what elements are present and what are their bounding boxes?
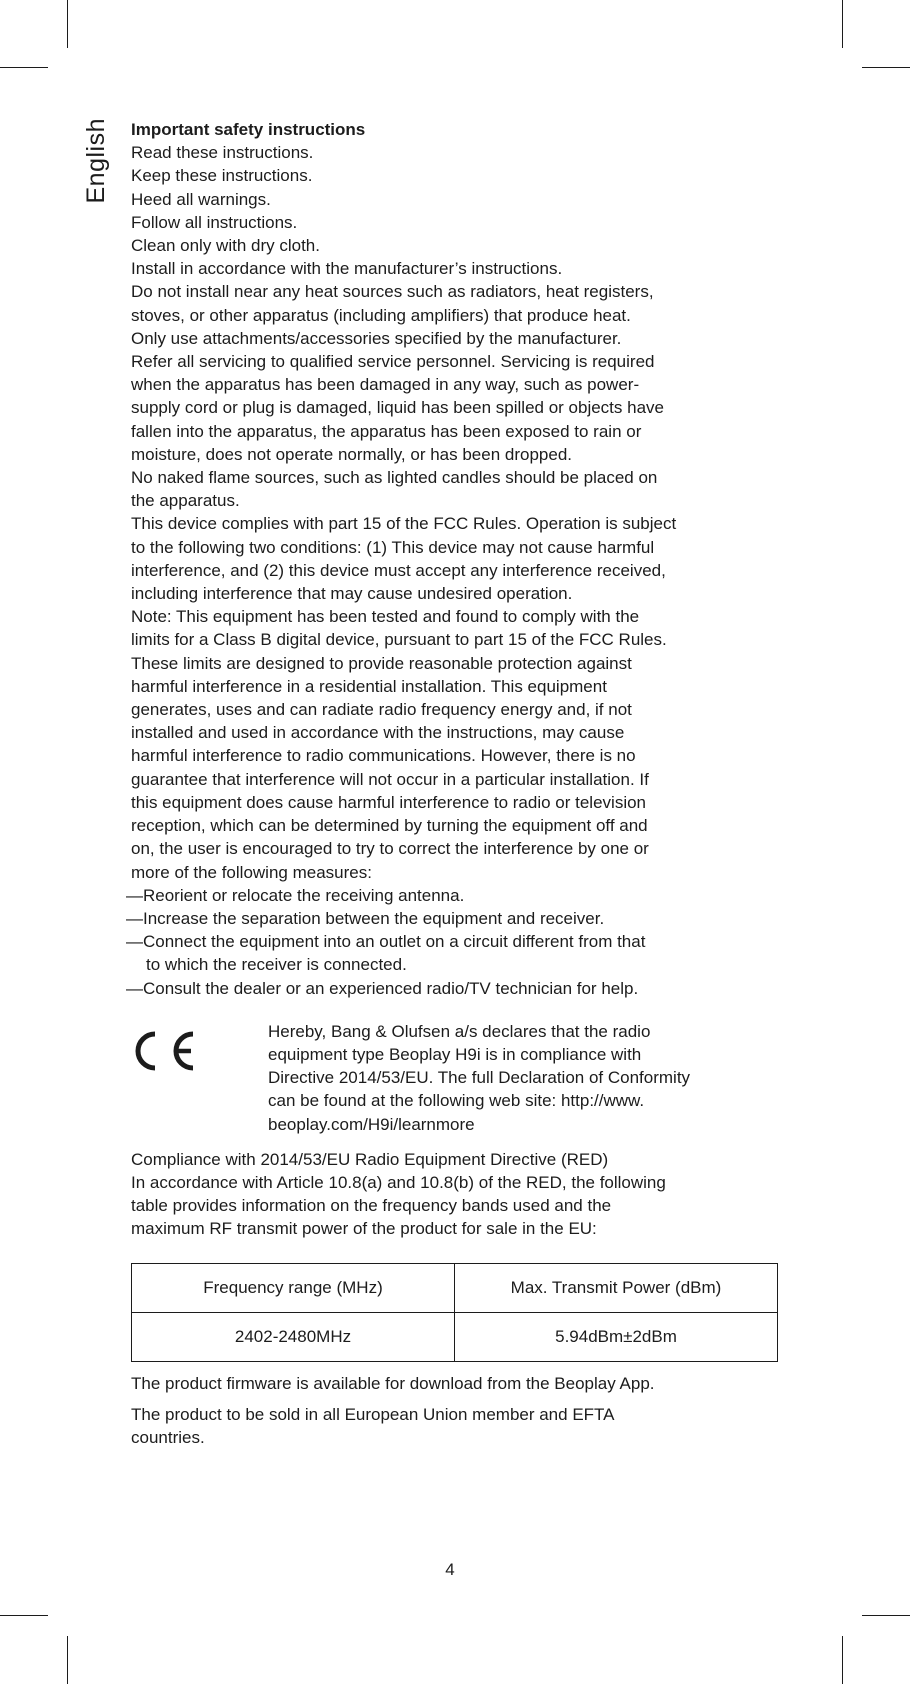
text-line: In accordance with Article 10.8(a) and 10.8(b) of the RED, the following xyxy=(131,1172,666,1192)
safety-instructions xyxy=(131,141,791,884)
text-line: Clean only with dry cloth. xyxy=(131,236,320,256)
text-line: Keep these instructions. xyxy=(131,166,313,186)
table-cell: 2402-2480MHz xyxy=(132,1312,455,1361)
text-line: The product to be sold in all European Union member and EFTA xyxy=(131,1404,615,1424)
ce-mark-icon xyxy=(131,1028,197,1074)
text-line: equipment type Beoplay H9i is in compliance with xyxy=(268,1044,642,1064)
text-line: harmful interference to radio communications. However, there is no xyxy=(131,746,636,766)
text-line: Install in accordance with the manufacturer’s instructions. xyxy=(131,259,563,279)
text-line: maximum RF transmit power of the product for sale in the EU: xyxy=(131,1219,597,1239)
text-line: harmful interference in a residential installation. This equipment xyxy=(131,676,607,696)
text-line: more of the following measures: xyxy=(131,862,372,882)
crop-mark-bottom-left-h xyxy=(0,1615,48,1616)
text-line: the apparatus. xyxy=(131,491,240,511)
interference-measures-list xyxy=(126,884,791,1000)
text-line: Do not install near any heat sources such as radiators, heat registers, xyxy=(131,282,654,302)
text-line: on, the user is encouraged to try to correct the interference by one or xyxy=(131,839,649,859)
eu-sales-note xyxy=(131,1403,791,1449)
list-item: —Increase the separation between the equipment and receiver. xyxy=(126,908,605,928)
crop-mark-bottom-left xyxy=(67,1636,68,1684)
text-line: limits for a Class B digital device, pursuant to part 15 of the FCC Rules. xyxy=(131,630,667,650)
text-line: including interference that may cause undesired operation. xyxy=(131,584,573,604)
text-line: Follow all instructions. xyxy=(131,212,298,232)
list-item: —Consult the dealer or an experienced radio/TV technician for help. xyxy=(126,978,639,998)
table-row xyxy=(132,1312,778,1361)
list-item: —Connect the equipment into an outlet on a circuit different from that xyxy=(126,932,646,952)
text-line: beoplay.com/H9i/learnmore xyxy=(268,1114,475,1134)
list-item-continuation: to which the receiver is connected. xyxy=(146,955,407,975)
ce-declaration-text xyxy=(268,1020,788,1136)
firmware-note: The product firmware is available for download from the Beoplay App. xyxy=(131,1373,655,1393)
text-line: Read these instructions. xyxy=(131,143,314,163)
text-line: stoves, or other apparatus (including amplifiers) that produce heat. xyxy=(131,305,631,325)
text-line: generates, uses and can radiate radio frequency energy and, if not xyxy=(131,700,632,720)
text-line: Heed all warnings. xyxy=(131,189,271,209)
text-line: fallen into the apparatus, the apparatus has been exposed to rain or xyxy=(131,421,642,441)
crop-mark-bottom-right-h xyxy=(862,1615,910,1616)
list-item: —Reorient or relocate the receiving antenna. xyxy=(126,885,465,905)
text-line: to the following two conditions: (1) This device may not cause harmful xyxy=(131,537,655,557)
text-line: Refer all servicing to qualified service personnel. Servicing is required xyxy=(131,352,655,372)
crop-mark-top-right-h xyxy=(862,67,910,68)
text-line: interference, and (2) this device must accept any interference received, xyxy=(131,560,666,580)
text-line: Compliance with 2014/53/EU Radio Equipment Directive (RED) xyxy=(131,1149,609,1169)
text-line: No naked flame sources, such as lighted candles should be placed on xyxy=(131,468,658,488)
text-line: These limits are designed to provide reasonable protection against xyxy=(131,653,632,673)
language-side-label: English xyxy=(82,118,110,204)
crop-mark-top-right xyxy=(842,0,843,48)
text-line: Only use attachments/accessories specified by the manufacturer. xyxy=(131,328,622,348)
text-line: Directive 2014/53/EU. The full Declaration of Conformity xyxy=(268,1068,691,1088)
text-line: countries. xyxy=(131,1427,205,1447)
text-line: Hereby, Bang & Olufsen a/s declares that the radio xyxy=(268,1021,651,1041)
table-header-cell: Max. Transmit Power (dBm) xyxy=(455,1263,778,1312)
text-line: installed and used in accordance with the instructions, may cause xyxy=(131,723,625,743)
crop-mark-top-left xyxy=(67,0,68,48)
table-cell: 5.94dBm±2dBm xyxy=(455,1312,778,1361)
text-line: Note: This equipment has been tested and found to comply with the xyxy=(131,607,640,627)
text-line: reception, which can be determined by turning the equipment off and xyxy=(131,816,648,836)
ce-declaration xyxy=(131,1020,791,1148)
text-line: moisture, does not operate normally, or has been dropped. xyxy=(131,444,573,464)
document-body xyxy=(126,118,791,1449)
text-line: This device complies with part 15 of the FCC Rules. Operation is subject xyxy=(131,514,677,534)
table-header-row xyxy=(132,1263,778,1312)
table-header-cell: Frequency range (MHz) xyxy=(132,1263,455,1312)
text-line: can be found at the following web site: http://www. xyxy=(268,1091,645,1111)
red-compliance xyxy=(131,1148,791,1241)
crop-mark-top-left-h xyxy=(0,67,48,68)
section-heading: Important safety instructions xyxy=(131,120,366,139)
text-line: this equipment does cause harmful interference to radio or television xyxy=(131,792,647,812)
text-line: supply cord or plug is damaged, liquid has been spilled or objects have xyxy=(131,398,664,418)
page-number: 4 xyxy=(445,1560,455,1579)
crop-mark-bottom-right xyxy=(842,1636,843,1684)
rf-power-table xyxy=(131,1263,778,1362)
text-line: guarantee that interference will not occur in a particular installation. If xyxy=(131,769,649,789)
text-line: when the apparatus has been damaged in any way, such as power- xyxy=(131,375,640,395)
text-line: table provides information on the frequency bands used and the xyxy=(131,1196,612,1216)
